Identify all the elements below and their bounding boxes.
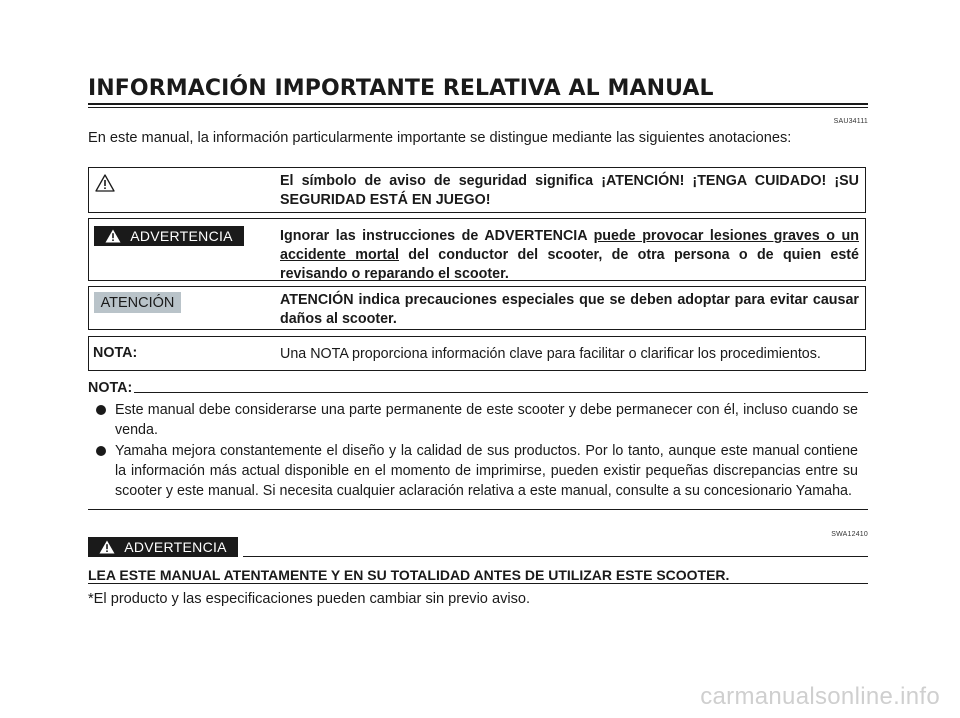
warning-triangle-icon — [99, 540, 115, 554]
safety-alert-icon — [95, 174, 115, 192]
list-item — [96, 441, 858, 501]
warning-badge-label: ADVERTENCIA — [130, 228, 233, 244]
watermark: carmanualsonline.info — [700, 683, 940, 710]
title-rule — [88, 103, 868, 108]
warning-text-pre: Ignorar las instrucciones de ADVERTENCIA — [280, 228, 594, 244]
section-code: SAU34111 — [833, 118, 868, 125]
caution-box — [88, 286, 866, 330]
warning-text-emphasis: puede provocar lesiones graves o un accidente mortal — [280, 228, 859, 263]
safety-symbol-cell — [89, 168, 275, 212]
caution-badge-cell — [89, 287, 275, 329]
section-code: SWA12410 — [831, 531, 868, 538]
bottom-warning-text: LEA ESTE MANUAL ATENTAMENTE Y EN SU TOTALIDAD ANTES DE UTILIZAR ESTE SCOOTER. — [88, 567, 730, 583]
warning-text — [280, 227, 859, 284]
bullet-icon — [96, 405, 106, 415]
bottom-warning-top-rule — [243, 556, 868, 557]
safety-symbol-box — [88, 167, 866, 213]
list-item-text: Este manual debe considerarse una parte permanente de este scooter y debe permanecer con él, incluso cuando se venda. — [115, 402, 858, 438]
warning-triangle-icon — [105, 229, 121, 243]
list-item-text: Yamaha mejora constantemente el diseño y la calidad de sus productos. Por lo tanto, aunque este manual contiene la información más actual disponible en el momento de imprimirse, pueden existir pequeñas discrepancias entre su scooter y este manual. Si necesita cualquier aclaración relativa a este manual, consulte a su concesionario Yamaha. — [115, 443, 858, 499]
note-section-rule — [134, 392, 868, 393]
bottom-warning-badge — [88, 537, 238, 557]
safety-symbol-text: El símbolo de aviso de seguridad significa ¡ATENCIÓN! ¡TENGA CUIDADO! ¡SU SEGURIDAD ESTÁ EN JUEGO! — [280, 173, 859, 208]
caution-text: ATENCIÓN indica precauciones especiales que se deben adoptar para evitar causar daños al scooter. — [280, 292, 859, 327]
bullet-icon — [96, 446, 106, 456]
intro-text: En este manual, la información particularmente importante se distingue mediante las siguientes anotaciones: — [88, 130, 792, 146]
footnote: *El producto y las especificaciones pueden cambiar sin previo aviso. — [88, 591, 531, 607]
note-label-cell — [89, 337, 275, 370]
list-item — [96, 400, 858, 440]
warning-badge — [94, 226, 244, 246]
note-box — [88, 336, 866, 371]
bottom-warning-rule — [88, 583, 868, 584]
warning-text-post: del conductor del scooter, de otra persona o de quien esté revisando o reparando el scooter. — [280, 247, 860, 282]
bottom-warning-badge-label: ADVERTENCIA — [124, 539, 227, 555]
note-section-end-rule — [88, 509, 868, 510]
warning-badge-cell — [89, 219, 275, 280]
page-title: INFORMACIÓN IMPORTANTE RELATIVA AL MANUAL — [88, 76, 714, 101]
note-section-label: NOTA: — [88, 380, 133, 396]
warning-box — [88, 218, 866, 281]
note-box-label: NOTA: — [93, 345, 138, 361]
note-list — [96, 400, 858, 502]
caution-badge: ATENCIÓN — [94, 292, 181, 313]
note-box-text: Una NOTA proporciona información clave para facilitar o clarificar los procedimientos. — [280, 346, 821, 362]
